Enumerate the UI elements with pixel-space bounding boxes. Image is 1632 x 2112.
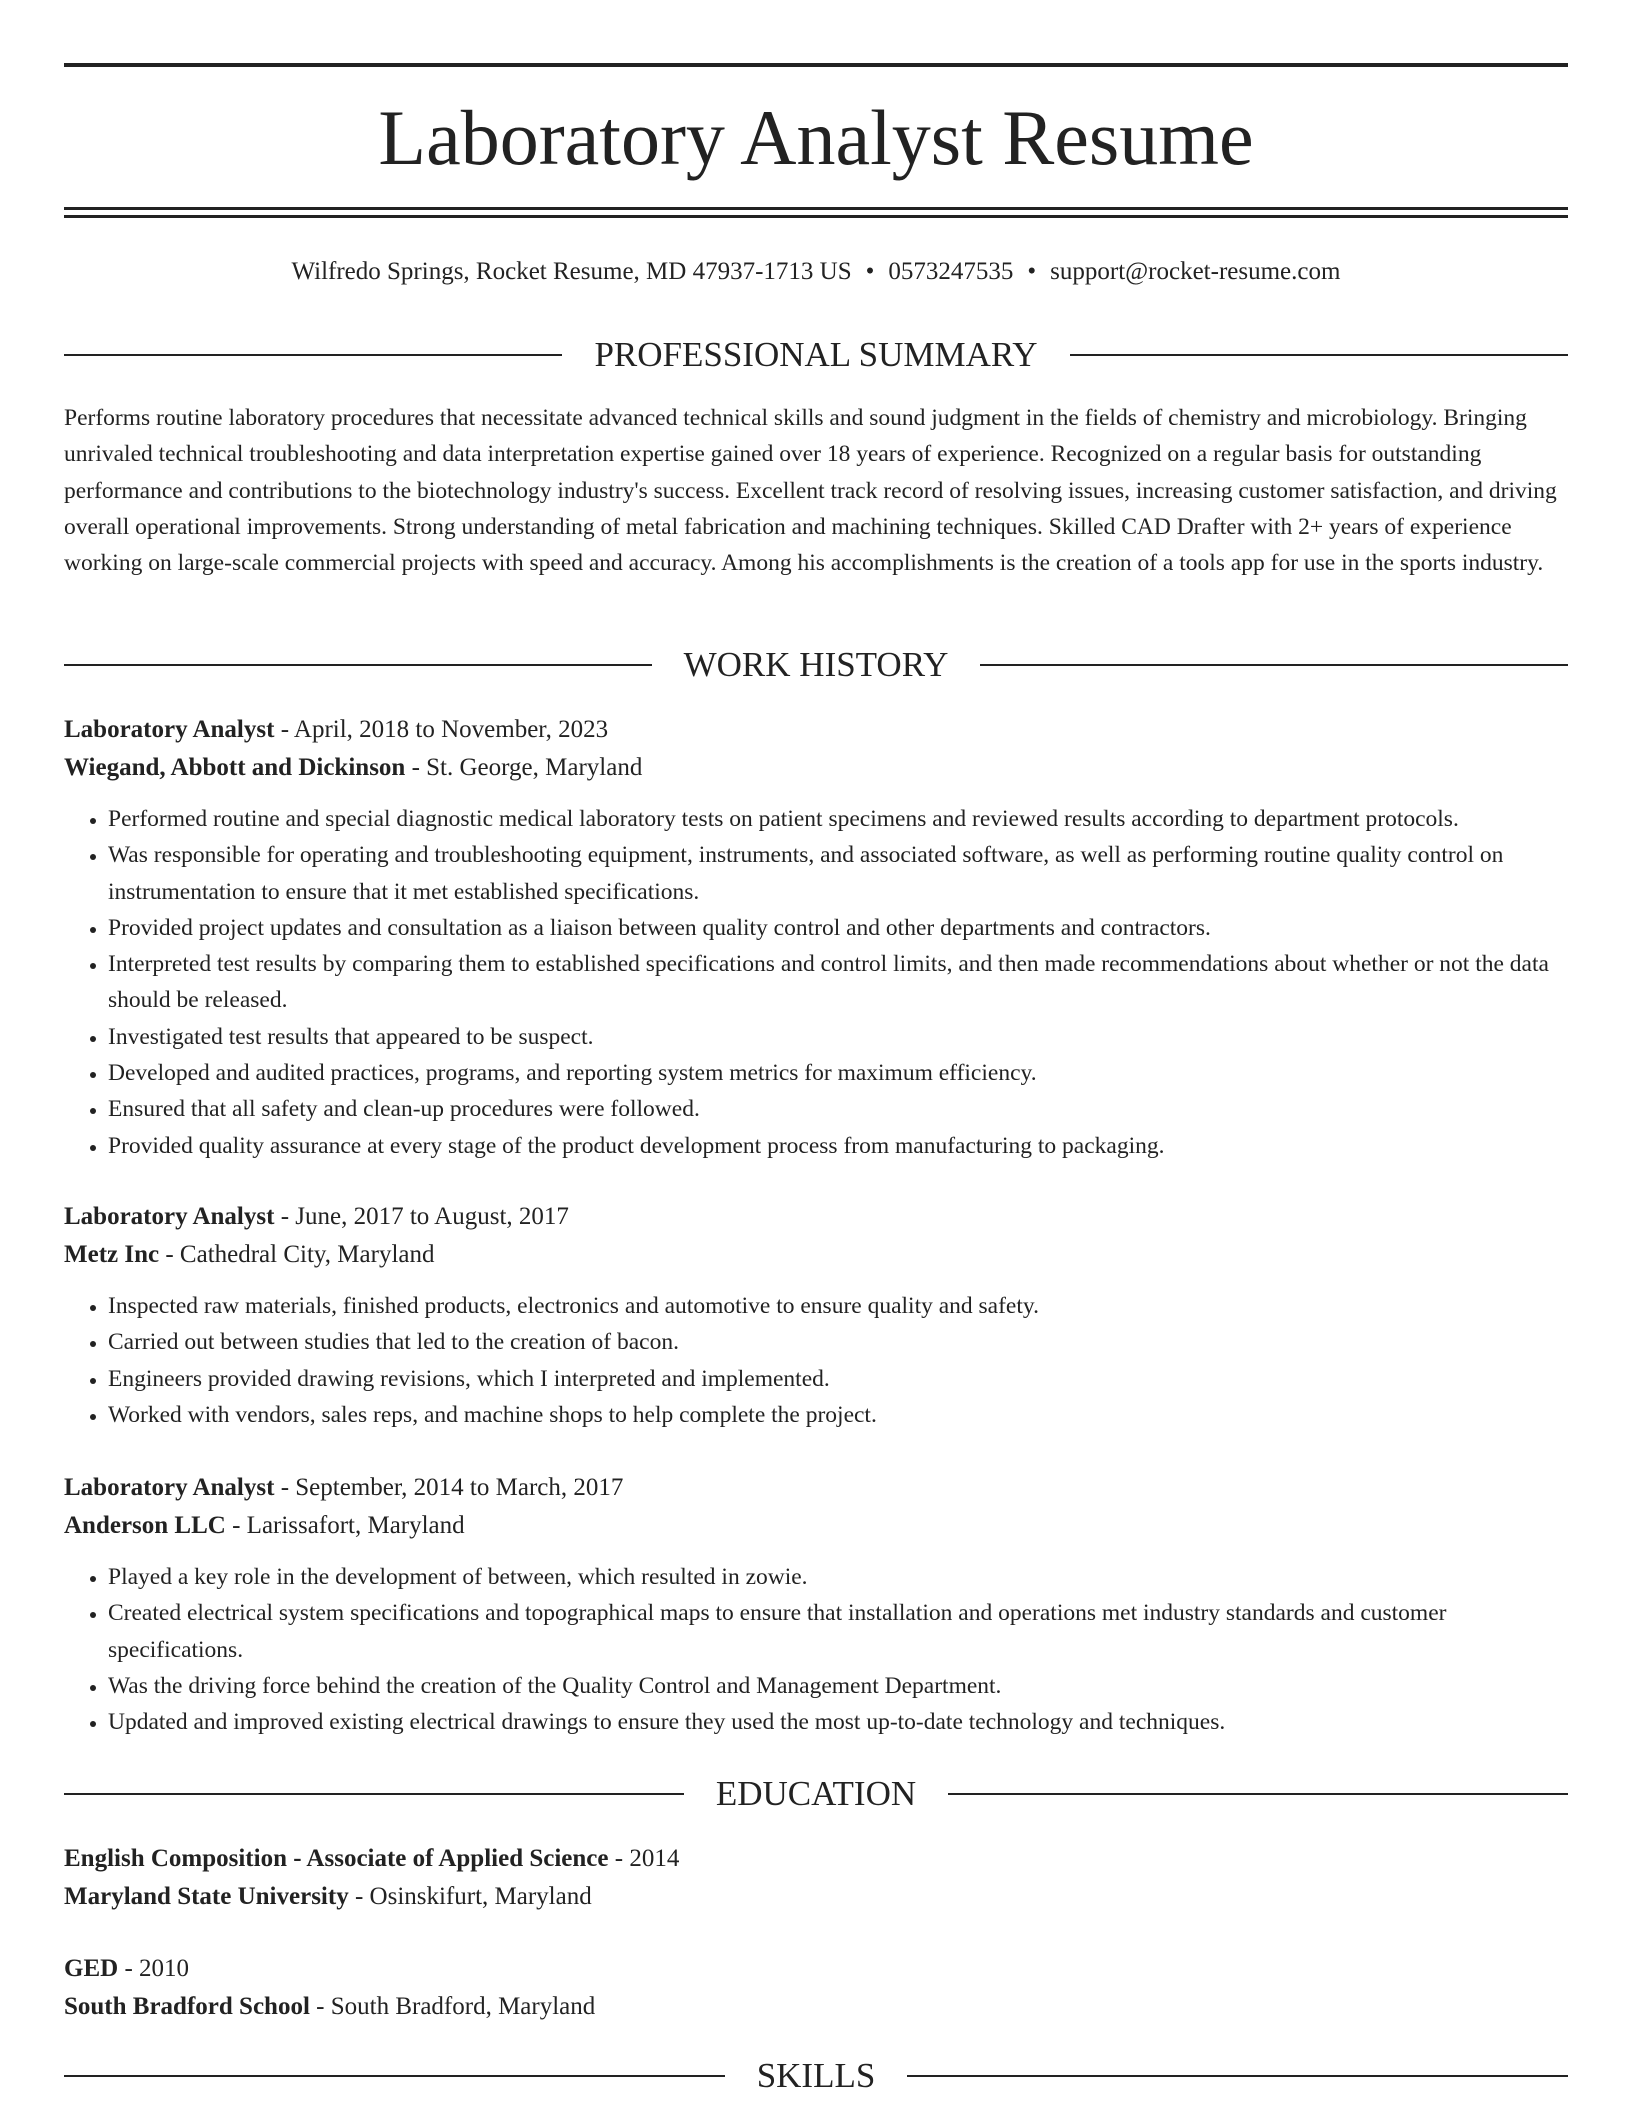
page-title: Laboratory Analyst Resume [378,94,1254,181]
education-year: 2014 [629,1845,680,1872]
section-heading-education [64,1772,1568,1816]
job-company-line [64,1507,1568,1545]
job-entry [64,1469,1568,1740]
bullet-item: • Ensured that all safety and clean-up procedures were followed. [108,1091,1568,1127]
job-company: Anderson LLC [64,1512,226,1539]
dash: - [280,1203,290,1230]
contact-address: Wilfredo Springs, Rocket Resume, MD 47937-1713 US [291,258,852,285]
dash: - [280,716,290,743]
bullet-item: • Played a key role in the development of between, which resulted in zowie. [108,1559,1568,1595]
dash: - [165,1241,174,1268]
contact-phone: 0573247535 [888,258,1014,285]
title-rule-lower [64,215,1568,218]
job-title: Laboratory Analyst [64,716,275,743]
heading-rule-left [64,354,562,356]
heading-rule-left [64,664,652,666]
job-title: Laboratory Analyst [64,1474,275,1501]
job-bullets [64,1288,1568,1433]
bullet-item: • Worked with vendors, sales reps, and machine shops to help complete the project. [108,1397,1568,1433]
education-school: South Bradford School [64,1993,310,2020]
job-entry [64,1198,1568,1433]
job-location: Larissafort, Maryland [246,1512,465,1539]
heading-rule-left [64,1793,684,1795]
education-degree-line [64,1950,1568,1988]
education-school: Maryland State University [64,1883,349,1910]
bullet-item: • Provided project updates and consultation as a liaison between quality control and other departments and contractors. [108,910,1568,946]
bullet-item: • Interpreted test results by comparing them to established specifications and control limits, and then made recommendations about whether or not the data should be released. [108,946,1568,1019]
education-degree: GED [64,1955,119,1982]
job-bullets [64,801,1568,1164]
education-entry [64,1950,1568,2026]
section-heading-work-history [64,643,1568,687]
dash: - [411,754,420,781]
contact-separator: • [1027,258,1037,285]
education-school-line [64,1878,1568,1916]
bullet-item: • Developed and audited practices, programs, and reporting system metrics for maximum efficiency. [108,1055,1568,1091]
job-location: Cathedral City, Maryland [179,1241,435,1268]
job-company-line [64,749,1568,787]
job-company: Metz Inc [64,1241,160,1268]
job-bullets [64,1559,1568,1740]
section-title: EDUCATION [715,1774,917,1813]
section-title: SKILLS [756,2056,876,2095]
contact-email: support@rocket-resume.com [1050,258,1341,285]
education-year: 2010 [139,1955,190,1982]
job-title-line [64,1198,1568,1236]
job-title: Laboratory Analyst [64,1203,275,1230]
bullet-item: • Inspected raw materials, finished products, electronics and automotive to ensure quality and safety. [108,1288,1568,1324]
bullet-item: • Updated and improved existing electrical drawings to ensure they used the most up-to-date technology and techniques. [108,1704,1568,1740]
dash: - [124,1955,133,1982]
dash: - [280,1474,290,1501]
heading-rule-right [907,2075,1568,2077]
job-title-line [64,1469,1568,1507]
heading-rule-left [64,2075,725,2077]
job-title-line [64,711,1568,749]
job-entry [64,711,1568,1164]
education-degree: English Composition - Associate of Applied Science [64,1845,609,1872]
education-location: South Bradford, Maryland [330,1993,596,2020]
dash: - [316,1993,325,2020]
contact-separator: • [865,258,875,285]
section-title: WORK HISTORY [683,645,949,684]
bullet-item: • Was responsible for operating and troubleshooting equipment, instruments, and associated software, as well as performing routine quality control on instrumentation to ensure that it met established specifications. [108,837,1568,910]
bullet-item: • Created electrical system specifications and topographical maps to ensure that installation and operations met industry standards and customer specifications. [108,1595,1568,1668]
job-dates: June, 2017 to August, 2017 [295,1203,569,1230]
bullet-item: • Investigated test results that appeared to be suspect. [108,1019,1568,1055]
bullet-item: • Engineers provided drawing revisions, which I interpreted and implemented. [108,1361,1568,1397]
bullet-item: • Provided quality assurance at every stage of the product development process from manufacturing to packaging. [108,1128,1568,1164]
job-location: St. George, Maryland [426,754,643,781]
job-company-line [64,1236,1568,1274]
section-heading-skills [64,2054,1568,2098]
section-title: PROFESSIONAL SUMMARY [594,335,1038,374]
bullet-item: • Was the driving force behind the creation of the Quality Control and Management Department. [108,1668,1568,1704]
dash: - [614,1845,624,1872]
heading-rule-right [980,664,1568,666]
heading-rule-right [948,1793,1568,1795]
job-dates: April, 2018 to November, 2023 [293,716,609,743]
summary-text: Performs routine laboratory procedures that necessitate advanced technical skills and sound judgment in the fields of chemistry and microbiology. Bringing unrivaled technical troubleshooting and data interpretation expertise gained over 18 years of experience. Recognized on a regular basis for outstanding performance and contributions to the biotechnology industry's success. Excellent track record of resolving issues, increasing customer satisfaction, and driving overall operational improvements. Strong understanding of metal fabrication and machining techniques. Skilled CAD Drafter with 2+ years of experience working on large-scale commercial projects with speed and accuracy. Among his accomplishments is the creation of a tools app for use in the sports industry. [64,405,1557,577]
education-degree-line [64,1840,1568,1878]
contact-line [64,255,1568,289]
section-heading-summary [64,333,1568,377]
top-rule [64,63,1568,67]
heading-rule-right [1070,354,1568,356]
education-school-line [64,1988,1568,2026]
education-entry [64,1840,1568,1916]
title-rule-upper [64,207,1568,210]
bullet-item: • Carried out between studies that led to the creation of bacon. [108,1324,1568,1360]
bullet-item: • Performed routine and special diagnostic medical laboratory tests on patient specimens and reviewed results according to department protocols. [108,801,1568,837]
dash: - [232,1512,241,1539]
education-location: Osinskifurt, Maryland [369,1883,592,1910]
job-dates: September, 2014 to March, 2017 [295,1474,624,1501]
job-company: Wiegand, Abbott and Dickinson [64,754,406,781]
dash: - [354,1883,364,1910]
